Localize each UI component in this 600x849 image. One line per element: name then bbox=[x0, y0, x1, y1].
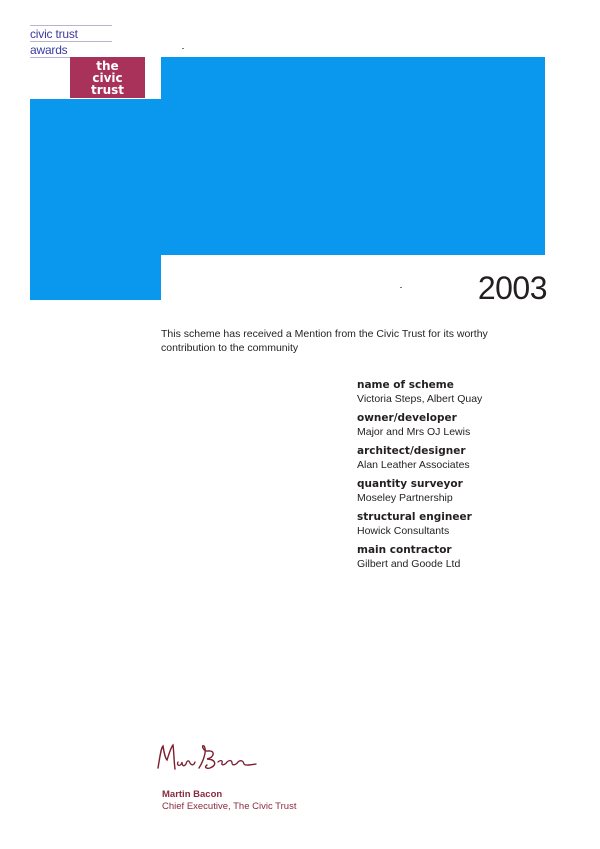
credit-label: quantity surveyor bbox=[357, 478, 463, 490]
credit-value: Howick Consultants bbox=[357, 525, 450, 537]
brand-title-line1: civic trust bbox=[30, 27, 78, 41]
credit-structural-engineer bbox=[357, 511, 557, 538]
civic-trust-logo bbox=[70, 57, 145, 98]
print-speck bbox=[400, 287, 402, 288]
credit-scheme bbox=[357, 379, 557, 406]
logo-word-civic: civic bbox=[92, 70, 123, 85]
blue-banner-left bbox=[30, 104, 161, 300]
print-speck bbox=[182, 48, 184, 49]
signatory-name: Martin Bacon bbox=[162, 789, 223, 800]
blue-banner-top bbox=[161, 57, 545, 255]
credit-label: main contractor bbox=[357, 544, 452, 556]
award-year: 2003 bbox=[477, 270, 547, 306]
brand-rule-middle bbox=[30, 41, 112, 42]
credit-label: structural engineer bbox=[357, 511, 472, 523]
mention-statement: This scheme has received a Mention from the Civic Trust for its worthy contribution to the community bbox=[161, 328, 488, 354]
credit-main-contractor bbox=[357, 544, 557, 571]
credit-value: Gilbert and Goode Ltd bbox=[357, 558, 461, 570]
logo-word-trust: trust bbox=[90, 82, 125, 97]
credit-value: Moseley Partnership bbox=[357, 492, 453, 504]
signatory-title: Chief Executive, The Civic Trust bbox=[162, 801, 297, 812]
credit-label: name of scheme bbox=[357, 379, 454, 391]
credit-value: Alan Leather Associates bbox=[357, 459, 470, 471]
brand-title-line2: awards bbox=[30, 43, 68, 57]
credit-owner bbox=[357, 412, 557, 439]
credit-label: owner/developer bbox=[357, 412, 457, 424]
logo-word-the: the bbox=[96, 58, 119, 73]
credits-list bbox=[357, 379, 557, 577]
credit-value: Victoria Steps, Albert Quay bbox=[357, 393, 483, 405]
signature-graphic bbox=[152, 738, 262, 778]
credit-label: architect/designer bbox=[357, 445, 466, 457]
credit-architect bbox=[357, 445, 557, 472]
credit-quantity-surveyor bbox=[357, 478, 557, 505]
brand-rule-top bbox=[30, 25, 112, 26]
credit-value: Major and Mrs OJ Lewis bbox=[357, 426, 471, 438]
